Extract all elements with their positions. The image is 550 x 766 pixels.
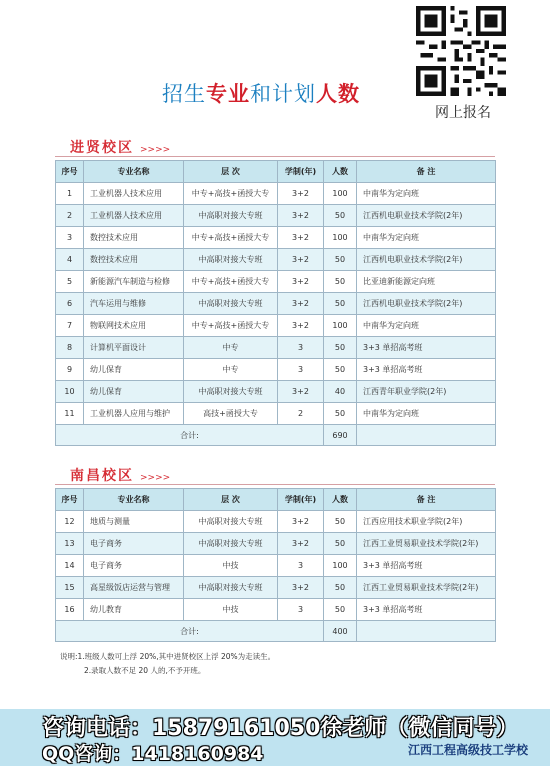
title-bold2: 人数 [316, 82, 360, 106]
cell-count: 50 [324, 533, 357, 555]
cell-level: 中专+高技+函授大专 [184, 227, 278, 249]
cell-major: 汽车运用与维修 [84, 293, 184, 315]
contact-phone: 咨询电话：15879161050徐老师（微信同号） [42, 716, 519, 741]
cell-no: 11 [56, 403, 84, 425]
campus2-table [55, 488, 496, 642]
cell-no: 2 [56, 205, 84, 227]
col-level: 层 次 [184, 161, 278, 183]
cell-no: 3 [56, 227, 84, 249]
cell-no: 6 [56, 293, 84, 315]
cell-note: 江西应用技术职业学院(2年) [357, 511, 496, 533]
cell-major: 工业机器人技术应用 [84, 183, 184, 205]
table-header-row [56, 161, 496, 183]
campus2-name: 南昌校区 [70, 468, 134, 484]
cell-count: 50 [324, 271, 357, 293]
cell-note: 3+3 单招高考班 [357, 599, 496, 621]
cell-count: 50 [324, 577, 357, 599]
cell-note: 中南华为定向班 [357, 227, 496, 249]
cell-years: 3 [278, 599, 324, 621]
cell-count: 100 [324, 555, 357, 577]
cell-major: 数控技术应用 [84, 249, 184, 271]
title-part1: 招生 [162, 82, 206, 106]
cell-major: 计算机平面设计 [84, 337, 184, 359]
col-count: 人数 [324, 489, 357, 511]
col-note: 备 注 [357, 489, 496, 511]
cell-major: 工业机器人应用与维护 [84, 403, 184, 425]
cell-note: 中南华为定向班 [357, 403, 496, 425]
total-row [56, 425, 496, 446]
table-row [56, 205, 496, 227]
title-part2: 和计划 [250, 82, 316, 106]
cell-level: 中专+高技+函授大专 [184, 183, 278, 205]
cell-note: 江西机电职业技术学院(2年) [357, 249, 496, 271]
table-row [56, 271, 496, 293]
cell-note: 3+3 单招高考班 [357, 555, 496, 577]
school-name: 江西工程高级技工学校 [408, 743, 529, 757]
cell-years: 3+2 [278, 293, 324, 315]
notes [60, 650, 275, 678]
total-value: 690 [324, 425, 357, 446]
campus1-table [55, 160, 496, 446]
campus1-arrows: >>>> [140, 145, 171, 155]
cell-count: 40 [324, 381, 357, 403]
cell-no: 13 [56, 533, 84, 555]
cell-years: 3+2 [278, 315, 324, 337]
col-no: 序号 [56, 161, 84, 183]
note-line-1: 说明:1.班级人数可上浮 20%,其中进贤校区上浮 20%为走读生。 [60, 652, 276, 661]
cell-years: 3+2 [278, 183, 324, 205]
cell-years: 3+2 [278, 577, 324, 599]
qr-caption: 网上报名 [435, 105, 491, 121]
cell-no: 12 [56, 511, 84, 533]
cell-note: 中南华为定向班 [357, 183, 496, 205]
title-bold1: 专业 [206, 82, 250, 106]
col-major: 专业名称 [84, 161, 184, 183]
table-header-row [56, 489, 496, 511]
total-note-empty [357, 425, 496, 446]
col-major: 专业名称 [84, 489, 184, 511]
cell-years: 3 [278, 337, 324, 359]
cell-level: 中技 [184, 555, 278, 577]
table-row [56, 183, 496, 205]
contact-qq: QQ咨询：1418160984 [42, 743, 264, 765]
cell-major: 幼儿保育 [84, 359, 184, 381]
campus1-name: 进贤校区 [70, 140, 134, 156]
campus1-heading [70, 137, 170, 157]
total-note-empty [357, 621, 496, 642]
cell-years: 3+2 [278, 381, 324, 403]
campus2-heading [70, 465, 170, 485]
cell-years: 2 [278, 403, 324, 425]
cell-note: 江西工业贸易职业技术学院(2年) [357, 577, 496, 599]
cell-note: 3+3 单招高考班 [357, 359, 496, 381]
cell-major: 电子商务 [84, 555, 184, 577]
col-years: 学制(年) [278, 489, 324, 511]
cell-major: 工业机器人技术应用 [84, 205, 184, 227]
campus2-arrows: >>>> [140, 473, 171, 483]
table-row [56, 249, 496, 271]
cell-no: 15 [56, 577, 84, 599]
cell-years: 3+2 [278, 271, 324, 293]
col-no: 序号 [56, 489, 84, 511]
cell-note: 比亚迪新能源定向班 [357, 271, 496, 293]
cell-count: 50 [324, 599, 357, 621]
cell-no: 14 [56, 555, 84, 577]
table-row [56, 381, 496, 403]
table-row [56, 599, 496, 621]
cell-level: 中高职对接大专班 [184, 205, 278, 227]
cell-count: 50 [324, 249, 357, 271]
table-row [56, 359, 496, 381]
cell-years: 3+2 [278, 249, 324, 271]
page-title [162, 78, 360, 108]
cell-no: 10 [56, 381, 84, 403]
cell-count: 50 [324, 337, 357, 359]
cell-count: 50 [324, 205, 357, 227]
qr-code-image[interactable] [416, 6, 506, 96]
cell-level: 中高职对接大专班 [184, 511, 278, 533]
cell-years: 3+2 [278, 533, 324, 555]
col-note: 备 注 [357, 161, 496, 183]
table-row [56, 403, 496, 425]
cell-level: 中专 [184, 337, 278, 359]
cell-note: 江西机电职业技术学院(2年) [357, 293, 496, 315]
cell-count: 100 [324, 227, 357, 249]
note-line-2: 2.录取人数不足 20 人的,不予开班。 [84, 666, 206, 675]
cell-years: 3+2 [278, 511, 324, 533]
cell-count: 50 [324, 403, 357, 425]
cell-major: 物联网技术应用 [84, 315, 184, 337]
cell-years: 3 [278, 555, 324, 577]
total-row [56, 621, 496, 642]
cell-level: 中高职对接大专班 [184, 249, 278, 271]
cell-no: 4 [56, 249, 84, 271]
table-row [56, 337, 496, 359]
table-row [56, 227, 496, 249]
col-count: 人数 [324, 161, 357, 183]
cell-note: 江西工业贸易职业技术学院(2年) [357, 533, 496, 555]
cell-major: 数控技术应用 [84, 227, 184, 249]
table-row [56, 577, 496, 599]
cell-level: 高技+函授大专 [184, 403, 278, 425]
cell-major: 新能源汽车制造与检修 [84, 271, 184, 293]
cell-count: 100 [324, 183, 357, 205]
col-years: 学制(年) [278, 161, 324, 183]
cell-level: 中高职对接大专班 [184, 577, 278, 599]
campus2-divider [55, 484, 495, 485]
cell-level: 中专+高技+函授大专 [184, 315, 278, 337]
total-label: 合计: [56, 621, 324, 642]
cell-years: 3+2 [278, 227, 324, 249]
cell-no: 7 [56, 315, 84, 337]
cell-level: 中高职对接大专班 [184, 533, 278, 555]
cell-major: 地质与测量 [84, 511, 184, 533]
cell-level: 中技 [184, 599, 278, 621]
total-label: 合计: [56, 425, 324, 446]
cell-count: 50 [324, 359, 357, 381]
total-value: 400 [324, 621, 357, 642]
cell-count: 50 [324, 293, 357, 315]
cell-major: 幼儿保育 [84, 381, 184, 403]
cell-level: 中专+高技+函授大专 [184, 271, 278, 293]
table-row [56, 293, 496, 315]
cell-note: 江西青年职业学院(2年) [357, 381, 496, 403]
campus1-divider [55, 156, 495, 157]
table-row [56, 511, 496, 533]
cell-no: 1 [56, 183, 84, 205]
cell-no: 9 [56, 359, 84, 381]
table-row [56, 533, 496, 555]
cell-count: 100 [324, 315, 357, 337]
cell-major: 幼儿教育 [84, 599, 184, 621]
cell-level: 中专 [184, 359, 278, 381]
cell-no: 16 [56, 599, 84, 621]
cell-note: 中南华为定向班 [357, 315, 496, 337]
table-row [56, 315, 496, 337]
cell-no: 8 [56, 337, 84, 359]
col-level: 层 次 [184, 489, 278, 511]
cell-note: 3+3 单招高考班 [357, 337, 496, 359]
table-row [56, 555, 496, 577]
cell-major: 电子商务 [84, 533, 184, 555]
cell-no: 5 [56, 271, 84, 293]
cell-level: 中高职对接大专班 [184, 381, 278, 403]
cell-level: 中高职对接大专班 [184, 293, 278, 315]
cell-major: 高星级饭店运营与管理 [84, 577, 184, 599]
cell-years: 3 [278, 359, 324, 381]
cell-count: 50 [324, 511, 357, 533]
cell-note: 江西机电职业技术学院(2年) [357, 205, 496, 227]
cell-years: 3+2 [278, 205, 324, 227]
